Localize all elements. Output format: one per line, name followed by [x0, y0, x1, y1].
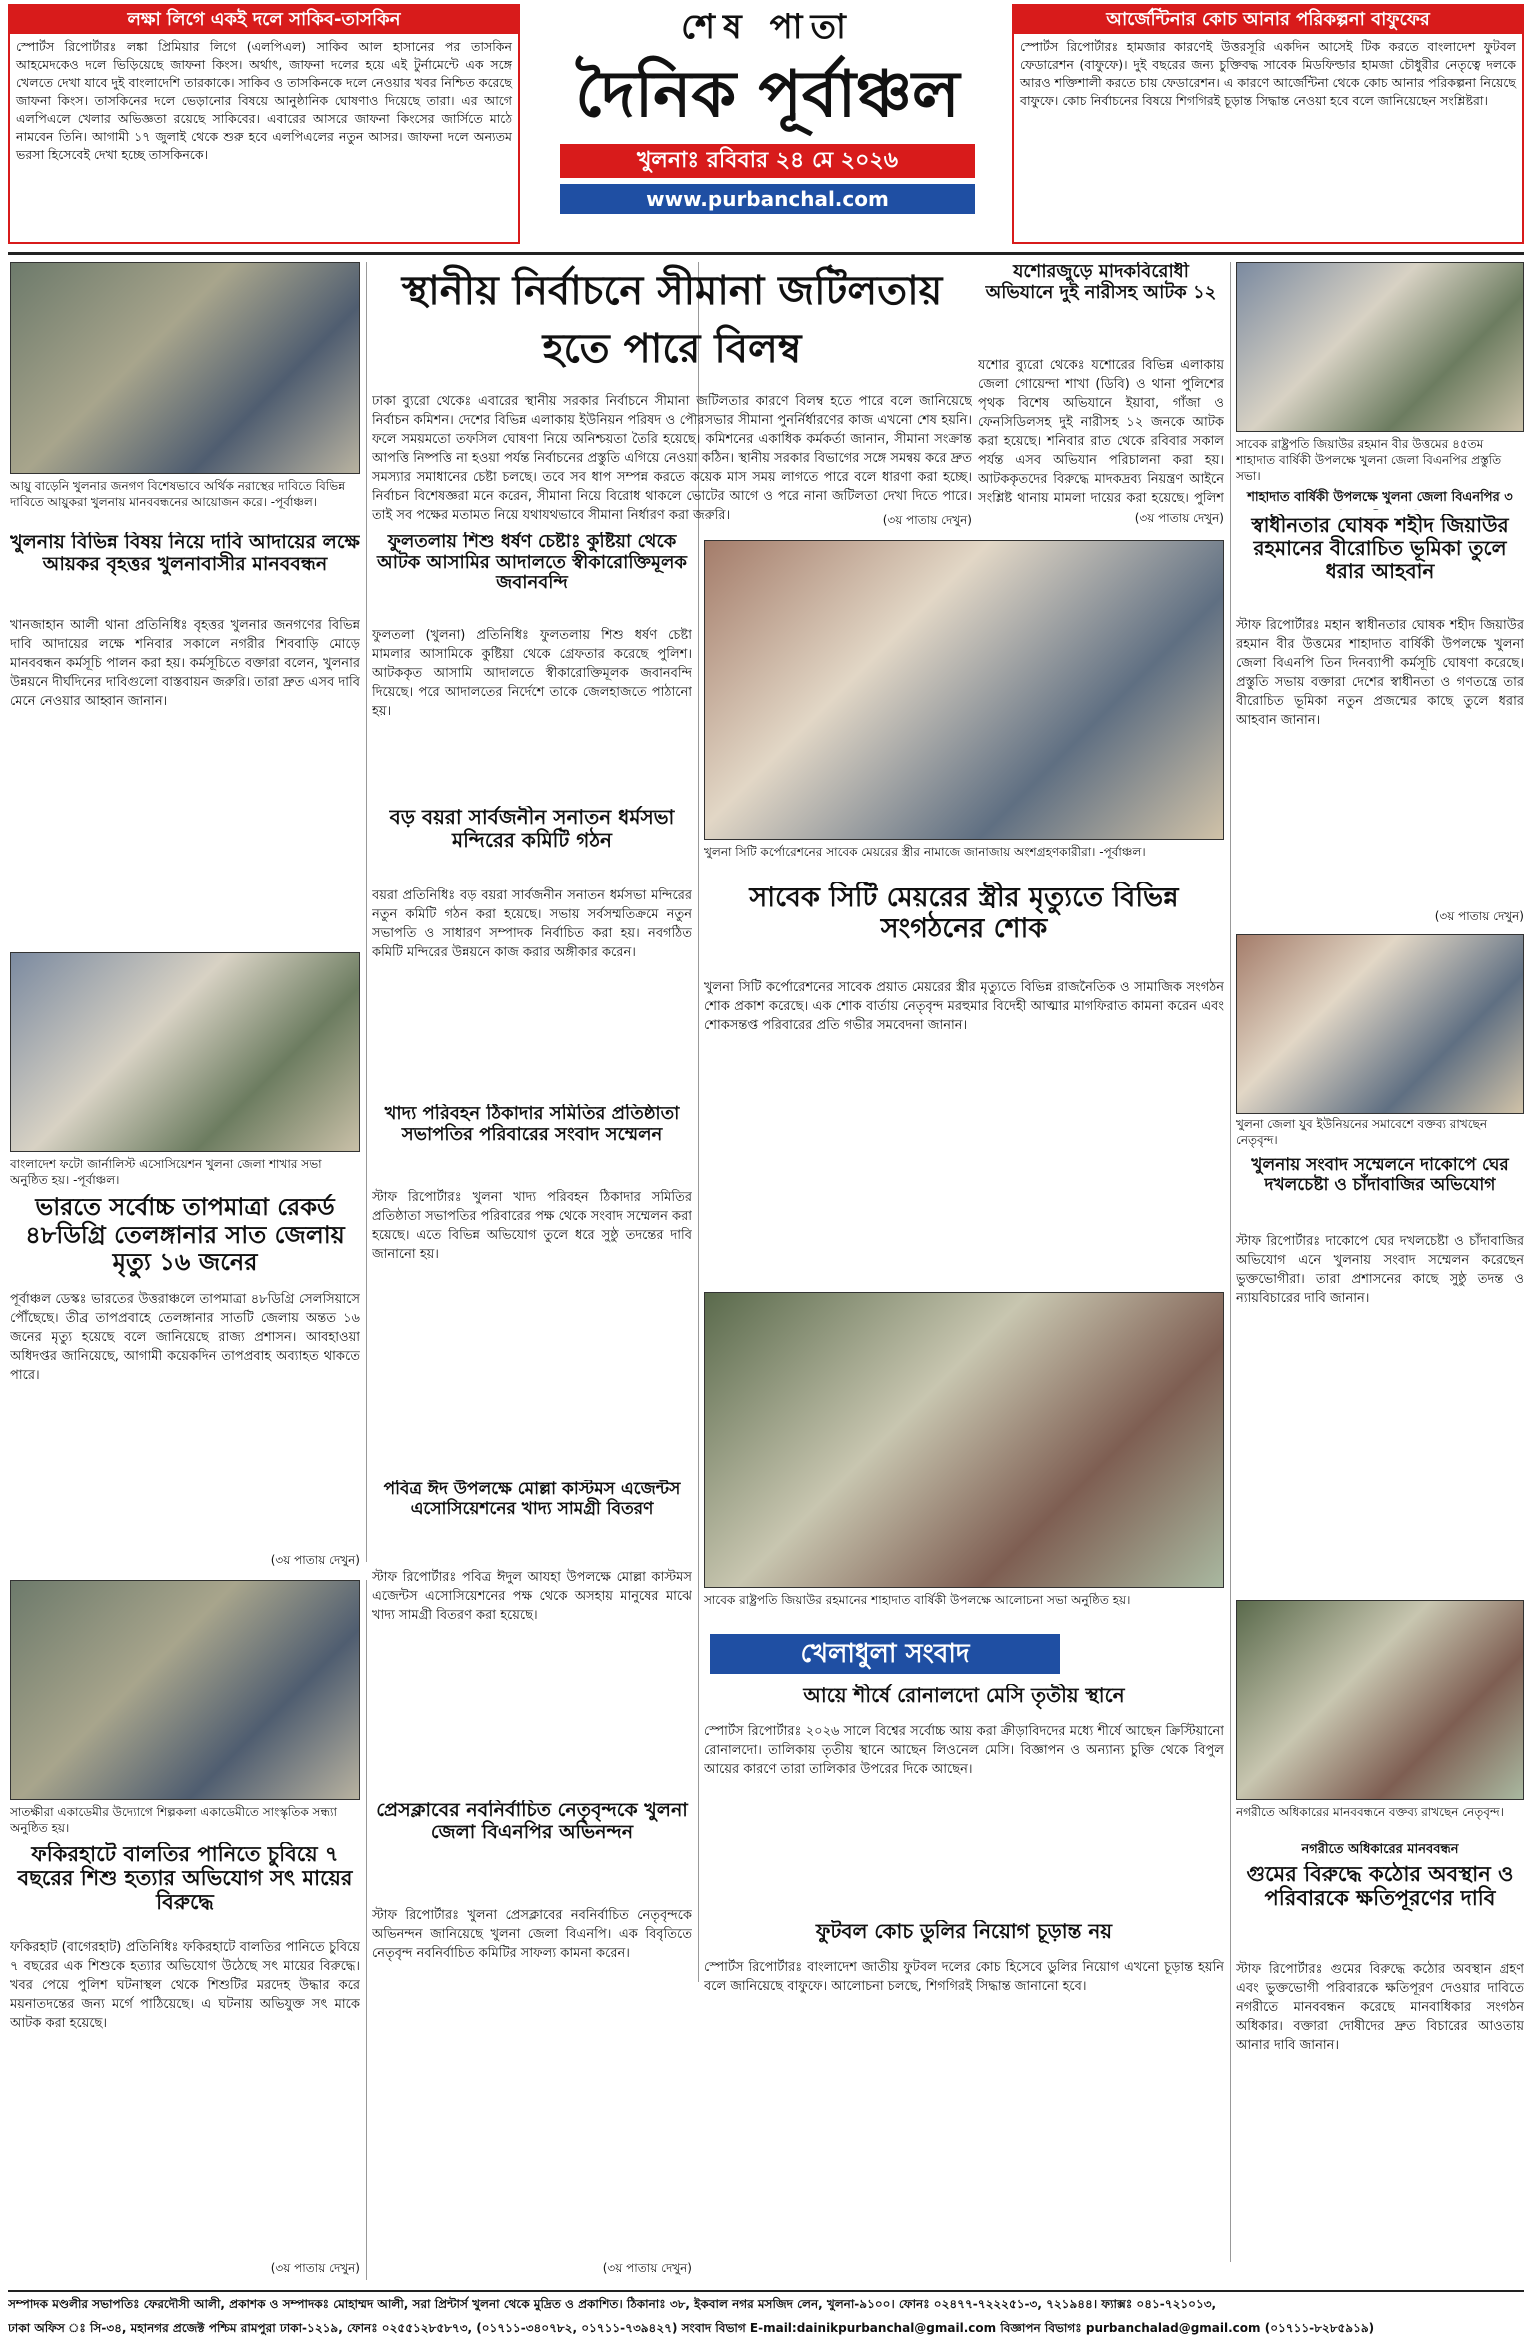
lead-continued: (৩য় পাতায় দেখুন)	[882, 513, 972, 527]
guma-kicker: নগরীতে অধিকারের মানববন্ধন	[1301, 1842, 1459, 1857]
paper-name: দৈনিক পূর্বাঞ্চল	[575, 57, 960, 132]
right-photo-3	[1236, 1600, 1524, 1800]
story-press-headline: প্রেসক্লাবের নবনির্বাচিত নেতৃবৃন্দকে খুলনা জেলা বিএনপির অভিনন্দন	[376, 1800, 688, 1843]
zia-kicker: শাহাদাত বার্ষিকী উপলক্ষে খুলনা জেলা বিএনপির ৩	[1247, 490, 1513, 505]
cultural-photo	[10, 1580, 360, 1800]
story-jessore-continued: (৩য় পাতায় দেখুন)	[1134, 511, 1224, 525]
story-coach-body: স্পোর্টস রিপোর্টারঃ বাংলাদেশ জাতীয় ফুটবল দলের কোচ হিসেবে ডুলির নিয়োগ এখনো চূড়ান্ত হয়নি বলে জানিয়েছে বাফুফে। আলোচনা চলছে, শিগগিরই সিদ্ধান্ত জানানো হবে।	[704, 1960, 1224, 1994]
story-mayor-headline: সাবেক সিটি মেয়রের স্ত্রীর মৃত্যুতে বিভিন্ন সংগঠনের শোক	[749, 882, 1179, 945]
story-relief-body: স্টাফ রিপোর্টারঃ পবিত্র ঈদুল আযহা উপলক্ষে মোল্লা কাস্টমস এজেন্টস এসোসিয়েশনের পক্ষ থেকে অসহায় মানুষের মাঝে খাদ্য সামগ্রী বিতরণ করা হয়েছে।	[372, 1570, 692, 1623]
right-photo-1-caption: সাবেক রাষ্ট্রপতি জিয়াউর রহমান বীর উত্তমের ৪৫তম শাহাদাত বার্ষিকী উপলক্ষে খুলনা জেলা বিএনপির প্রস্তুতি সভা।	[1236, 437, 1502, 483]
footer-line-1: সম্পাদক মণ্ডলীর সভাপতিঃ ফেরদৌসী আলী, প্রকাশক ও সম্পাদকঃ মোহাম্মদ আলী, সরা প্রিন্টার্স খুলনা থেকে মুদ্রিত ও প্রকাশিত। ঠিকানাঃ ৩৮, ইকবাল নগর মসজিদ লেন, খুলনা-৯১০০। ফোনঃ ০২৪৭৭-৭২২২৫১-৩, ৭২১৯৪৪। ফ্যাক্সঃ ০৪১-৭২১০১৩,	[8, 2297, 1217, 2311]
right-photo-2-caption: খুলনা জেলা যুব ইউনিয়নের সমাবেশে বক্তব্য রাখছেন নেতৃবৃন্দ।	[1236, 1117, 1488, 1147]
masthead-rule	[8, 252, 1524, 255]
story-khulna-demand-body: খানজাহান আলী থানা প্রতিনিধিঃ বৃহত্তর খুলনার জনগণের বিভিন্ন দাবি আদায়ের লক্ষে শনিবার সকালে নগরীর শিববাড়ি মোড়ে মানববন্ধন কর্মসূচি পালন করা হয়। কর্মসূচিতে বক্তারা বলেন, খুলনার উন্নয়নে দীর্ঘদিনের দাবিগুলো বাস্তবায়ন জরুরি। তারা দ্রুত এসব দাবি মেনে নেওয়ার আহ্বান জানান।	[10, 618, 360, 709]
story-press-continued: (৩য় পাতায় দেখুন)	[602, 2261, 692, 2275]
story-guma-headline: গুমের বিরুদ্ধে কঠোর অবস্থান ও পরিবারকে ক্ষতিপূরণের দাবি	[1246, 1862, 1514, 1911]
footer-rule	[8, 2290, 1524, 2292]
story-zia-continued: (৩য় পাতায় দেখুন)	[1434, 909, 1524, 923]
story-press-body: স্টাফ রিপোর্টারঃ খুলনা প্রেসক্লাবের নবনির্বাচিত নেতৃবৃন্দকে অভিনন্দন জানিয়েছে খুলনা জেলা বিএনপি। এক বিবৃতিতে নেতৃবৃন্দ নবনির্বাচিত কমিটির সাফল্য কামনা করেন।	[372, 1908, 692, 1961]
lead-headline: স্থানীয় নির্বাচনে সীমানা জটিলতায় হতে পারে বিলম্ব	[401, 268, 943, 372]
website-link[interactable]: www.purbanchal.com	[560, 184, 975, 214]
story-messi-body: স্পোর্টস রিপোর্টারঃ ২০২৬ সালে বিশ্বের সর্বোচ্চ আয় করা ক্রীড়াবিদদের মধ্যে শীর্ষে আছেন ক্রিস্টিয়ানো রোনালদো। তালিকায় তৃতীয় স্থানে আছেন লিওনেল মেসি। বিজ্ঞাপন ও অন্যান্য চুক্তি থেকে বিপুল আয়ের কারণে তারা তালিকার উপরের দিকে আছেন।	[704, 1724, 1224, 1777]
footer-line-2: ঢাকা অফিস ঃ সি-৩৪, মহানগর প্রজেক্ট পশ্চিম রামপুরা ঢাকা-১২১৯, ফোনঃ ০২৫৫১২৮৫৮৭৩, (০১৭১১-৩৪০৭৮২, ০১৭১১-৭৩৯৪২৭) সংবাদ বিভাগ E-mail:dainikpurbanchal@gmail.com বিজ্ঞাপন বিভাগঃ purbanchalad@gmail.com (০১৭১১-৮২৮৫৯১৯)	[8, 2321, 1375, 2335]
story-dacope-body: স্টাফ রিপোর্টারঃ দাকোপে ঘের দখলচেষ্টা ও চাঁদাবাজির অভিযোগ এনে খুলনায় সংবাদ সম্মেলন করেছেন ভুক্তভোগীরা। তারা প্রশাসনের কাছে সুষ্ঠু তদন্ত ও ন্যায়বিচারের দাবি জানান।	[1236, 1234, 1524, 1306]
col-rule-1	[366, 262, 367, 1562]
sports-section-label	[710, 1634, 1060, 1674]
story-child-body: ফুলতলা (খুলনা) প্রতিনিধিঃ ফুলতলায় শিশু ধর্ষণ চেষ্টা মামলার আসামিকে কুষ্টিয়া থেকে গ্রেফতার করেছে পুলিশ। আটককৃত আসামি আদালতে স্বীকারোক্তিমূলক জবানবন্দি দিয়েছে। পরে আদালতের নির্দেশে তাকে জেলহাজতে পাঠানো হয়।	[372, 628, 692, 719]
story-zia-body: স্টাফ রিপোর্টারঃ মহান স্বাধীনতার ঘোষক শহীদ জিয়াউর রহমান বীর উত্তমের শাহাদাত বার্ষিকী উপলক্ষে খুলনা জেলা বিএনপি তিন দিনব্যাপী কর্মসূচি ঘোষণা করেছে। প্রস্তুতি সভায় বক্তারা দেশের স্বাধীনতা ও গণতন্ত্রে তার বীরোচিত ভূমিকা নতুন প্রজন্মের কাছে তুলে ধরার আহবান জানান।	[1236, 618, 1524, 728]
story-jessore-body: যশোর ব্যুরো থেকেঃ যশোরের বিভিন্ন এলাকায় জেলা গোয়েন্দা শাখা (ডিবি) ও থানা পুলিশের পৃথক বিশেষ অভিযানে ইয়াবা, গাঁজা ও ফেনসিডিলসহ দুই নারীসহ ১২ জনকে আটক করা হয়েছে। শনিবার রাত থেকে রবিবার সকাল পর্যন্ত এসব অভিযান পরিচালনা করা হয়। আটককৃতদের বিরুদ্ধে মাদকদ্রব্য নিয়ন্ত্রণ আইনে সংশ্লিষ্ট থানায় মামলা দায়ের করা হয়েছে। পুলিশ	[978, 358, 1224, 506]
janaza-photo-caption: খুলনা সিটি কর্পোরেশনের সাবেক মেয়রের স্ত্রীর নামাজে জানাজায় অংশগ্রহণকারীরা। -পূর্বাঞ্চল।	[704, 845, 1146, 859]
zia-meeting-photo	[704, 1292, 1224, 1588]
story-food-body: স্টাফ রিপোর্টারঃ খুলনা খাদ্য পরিবহন ঠিকাদার সমিতির প্রতিষ্ঠাতা সভাপতির পরিবারের পক্ষ থেকে সংবাদ সম্মেলন করা হয়েছে। এতে বিভিন্ন অভিযোগ তুলে ধরে সুষ্ঠু তদন্তের দাবি জানানো হয়।	[372, 1190, 692, 1262]
right-top-box	[1012, 4, 1524, 244]
col-rule-3	[1230, 262, 1231, 2262]
col-rule-4	[366, 1580, 367, 2280]
left-photo-2	[10, 952, 360, 1152]
right-photo-1	[1236, 262, 1524, 432]
masthead	[530, 4, 1005, 244]
lead-body: ঢাকা ব্যুরো থেকেঃ এবারের স্থানীয় সরকার নির্বাচনে সীমানা জটিলতার কারণে বিলম্ব হতে পারে বলে জানিয়েছে নির্বাচন কমিশন। দেশের বিভিন্ন এলাকায় ইউনিয়ন পরিষদ ও পৌরসভার সীমানা পুনর্নির্ধারণের কাজ এখনো শেষ হয়নি। ফলে সময়মতো তফসিল ঘোষণা নিয়ে অনিশ্চয়তা তৈরি হয়েছে। কমিশনের একাধিক কর্মকর্তা জানান, সীমানা সংক্রান্ত আপত্তি নিষ্পত্তি না হওয়া পর্যন্ত নির্বাচনের প্রস্তুতি এগিয়ে নেওয়া কঠিন। স্থানীয় সরকার বিভাগের সঙ্গে সমন্বয় করে দ্রুত সমস্যার সমাধানের চেষ্টা চলছে। তবে সব ধাপ সম্পন্ন করতে কয়েক মাস সময় লাগতে পারে বলে ধারণা করা হচ্ছে। নির্বাচন বিশেষজ্ঞরা মনে করেন, সীমানা নিয়ে বিরোধ থাকলে ভোটের আগে ও পরে নানা জটিলতা দেখা দিতে পারে। তাই সব পক্ষের মতামত নিয়ে যথাযথভাবে সীমানা নির্ধারণ করা জরুরি।	[372, 394, 972, 523]
left-photo-2-caption: বাংলাদেশ ফটো জার্নালিস্ট এসোসিয়েশন খুলনা জেলা শাখার সভা অনুষ্ঠিত হয়। -পূর্বাঞ্চল।	[10, 1157, 322, 1187]
right-photo-2	[1236, 934, 1524, 1114]
story-coach-headline: ফুটবল কোচ ডুলির নিয়োগ চূড়ান্ত নয়	[815, 1920, 1113, 1943]
left-top-box-body: স্পোর্টস রিপোর্টারঃ লঙ্কা প্রিমিয়ার লিগে (এলপিএল) সাকিব আল হাসানের পর তাসকিন আহমেদকেও দলে ভিড়িয়েছে জাফনা কিংস। অর্থাৎ, জাফনা দলের হয়ে এই টুর্নামেন্টে এক সঙ্গে খেলতে দেখা যাবে দুই বাংলাদেশি তারকাকে। সাকিব ও তাসকিনকে দলে নেওয়ার খবর নিশ্চিত করেছে জাফনা কিংস। তাসকিনের দলে ভেড়ানোর বিষয়ে আনুষ্ঠানিক ঘোষণাও দিয়েছে তারা। এর আগে এলপিএলে খেলার অভিজ্ঞতা রয়েছে সাকিবের। এবারের আসরে জাফনা কিংসের জার্সিতে মাঠে নামবেন তিনি। আগামী ১৭ জুলাই থেকে শুরু হবে এলপিএলের নতুন আসর। জাফনা দলে অন্যতম ভরসা হিসেবেই দেখা হচ্ছে তাসকিনকে।	[16, 39, 512, 162]
story-relief-headline: পবিত্র ঈদ উপলক্ষে মোল্লা কাস্টমস এজেন্টস এসোসিয়েশনের খাদ্য সামগ্রী বিতরণ	[383, 1480, 681, 1519]
right-photo-3-caption: নগরীতে অধিকারের মানববন্ধনে বক্তব্য রাখছেন নেতৃবৃন্দ।	[1236, 1805, 1504, 1819]
left-photo-1	[10, 262, 360, 474]
story-jessore-headline: যশোরজুড়ে মাদকবিরোধী অভিযানে দুই নারীসহ আটক ১২	[985, 262, 1217, 303]
zia-meeting-photo-caption: সাবেক রাষ্ট্রপতি জিয়াউর রহমানের শাহাদাত বার্ষিকী উপলক্ষে আলোচনা সভা অনুষ্ঠিত হয়।	[704, 1593, 1131, 1607]
story-messi-headline: আয়ে শীর্ষে রোনালদো মেসি তৃতীয় স্থানে	[803, 1684, 1125, 1707]
story-guma-body: স্টাফ রিপোর্টারঃ গুমের বিরুদ্ধে কঠোর অবস্থান গ্রহণ এবং ভুক্তভোগী পরিবারকে ক্ষতিপূরণ দেওয়ার দাবিতে নগরীতে মানববন্ধন করেছে মানবাধিকার সংগঠন অধিকার। বক্তারা দোষীদের দ্রুত বিচারের আওতায় আনার দাবি জানান।	[1236, 1962, 1524, 2053]
story-fakirhat-body: ফকিরহাট (বাগেরহাট) প্রতিনিধিঃ ফকিরহাটে বালতির পানিতে চুবিয়ে ৭ বছরের এক শিশুকে হত্যার অভিযোগ উঠেছে সৎ মায়ের বিরুদ্ধে। খবর পেয়ে পুলিশ ঘটনাস্থল থেকে শিশুটির মরদেহ উদ্ধার করে ময়নাতদন্তের জন্য মর্গে পাঠিয়েছে। এ ঘটনায় অভিযুক্ত সৎ মাকে আটক করা হয়েছে।	[10, 1940, 360, 2031]
sports-label-text: খেলাধুলা সংবাদ	[800, 1639, 970, 1669]
cultural-photo-caption: সাতক্ষীরা একাডেমীর উদ্যোগে শিল্পকলা একাডেমীতে সাংস্কৃতিক সন্ধ্যা অনুষ্ঠিত হয়।	[10, 1805, 337, 1835]
story-heat-headline: ভারতে সর্বোচ্চ তাপমাত্রা রেকর্ড ৪৮ডিগ্রি তেলঙ্গানার সাত জেলায় মৃত্যু ১৬ জনের	[25, 1194, 345, 1277]
story-temple-body: বয়রা প্রতিনিধিঃ বড় বয়রা সার্বজনীন সনাতন ধর্মসভা মন্দিরের নতুন কমিটি গঠন করা হয়েছে। সভায় সর্বসম্মতিক্রমে নতুন সভাপতি ও সাধারণ সম্পাদক নির্বাচিত করা হয়। নবগঠিত কমিটি মন্দিরের উন্নয়নে কাজ করার অঙ্গীকার করেন।	[372, 888, 692, 960]
story-heat-body: পূর্বাঞ্চল ডেস্কঃ ভারতের উত্তরাঞ্চলে তাপমাত্রা ৪৮ডিগ্রি সেলসিয়াসে পৌঁছেছে। তীব্র তাপপ্রবাহে তেলঙ্গানার সাতটি জেলায় অন্তত ১৬ জনের মৃত্যু হয়েছে বলে জানিয়েছে রাজ্য প্রশাসন। আবহাওয়া অধিদপ্তর জানিয়েছে, আগামী কয়েকদিন তাপপ্রবাহ অব্যাহত থাকতে পারে।	[10, 1292, 360, 1383]
right-top-box-head: আর্জেন্টিনার কোচ আনার পরিকল্পনা বাফুফের	[1014, 6, 1522, 34]
dateline: খুলনাঃ রবিবার ২৪ মে ২০২৬	[560, 144, 975, 178]
story-fakirhat-continued: (৩য় পাতায় দেখুন)	[270, 2261, 360, 2275]
left-photo-1-caption: আয়ু বাড়েনি খুলনার জনগণ বিশেষভাবে অর্থিক নরাস্থের দাবিতে বিভিন্ন দাবিতে আয়ুকরা খুলনায় মানববন্ধনের আয়োজন করে। -পূর্বাঞ্চল।	[10, 479, 346, 509]
story-food-headline: খাদ্য পরিবহন ঠিকাদার সমিতির প্রতিষ্ঠাতা সভাপতির পরিবারের সংবাদ সম্মেলন	[384, 1104, 680, 1145]
story-heat-continued: (৩য় পাতায় দেখুন)	[270, 1553, 360, 1567]
story-mayor-body: খুলনা সিটি কর্পোরেশনের সাবেক প্রয়াত মেয়রের স্ত্রীর মৃত্যুতে বিভিন্ন রাজনৈতিক ও সামাজিক সংগঠন শোক প্রকাশ করেছে। এক শোক বার্তায় নেতৃবৃন্দ মরহুমার বিদেহী আত্মার মাগফিরাত কামনা করেন এবং শোকসন্তপ্ত পরিবারের প্রতি গভীর সমবেদনা জানান।	[704, 980, 1224, 1033]
story-zia-headline: স্বাধীনতার ঘোষক শহীদ জিয়াউর রহমানের বীরোচিত ভূমিকা তুলে ধরার আহবান	[1251, 514, 1509, 583]
story-dacope-headline: খুলনায় সংবাদ সম্মেলনে দাকোপে ঘের দখলচেষ্টা ও চাঁদাবাজির অভিযোগ	[1251, 1156, 1509, 1195]
right-top-box-body: স্পোর্টস রিপোর্টারঃ হামজার কারণেই উত্তরসূরি একদিন আসেই টিক করতে বাংলাদেশ ফুটবল ফেডারেশন (বাফুফে)। দুই বছরের জন্য চুক্তিবদ্ধ সাবেক মিডফিল্ডার হামজা চৌধুরীর নেতৃত্বে দলকে আরও শক্তিশালী করতে চায় ফেডারেশন। এ কারণে আর্জেন্টিনা থেকে কোচ আনার পরিকল্পনা নিয়েছে বাফুফে। কোচ নির্বাচনের বিষয়ে শিগগিরই চূড়ান্ত সিদ্ধান্ত নেওয়া হবে বলে জানিয়েছেন সংশ্লিষ্টরা।	[1020, 39, 1516, 108]
janaza-photo	[704, 540, 1224, 840]
left-top-box	[8, 4, 520, 244]
story-fakirhat-headline: ফকিরহাটে বালতির পানিতে চুবিয়ে ৭ বছরের শিশু হত্যার অভিযোগ সৎ মায়ের বিরুদ্ধে	[17, 1842, 353, 1915]
story-khulna-demand-headline: খুলনায় বিভিন্ন বিষয় নিয়ে দাবি আদায়ের লক্ষে আয়কর বৃহত্তর খুলনাবাসীর মানববন্ধন	[10, 532, 360, 575]
left-top-box-head: লক্ষা লিগে একই দলে সাকিব-তাসকিন	[10, 6, 518, 34]
story-temple-headline: বড় বয়রা সার্বজনীন সনাতন ধর্মসভা মন্দিরের কমিটি গঠন	[389, 806, 675, 852]
last-page-label: শেষ পাতা	[681, 7, 854, 47]
story-child-headline: ফুলতলায় শিশু ধর্ষণ চেষ্টাঃ কুষ্টিয়া থেকে আটক আসামির আদালতে স্বীকারোক্তিমূলক জবানবন্দি	[376, 532, 688, 594]
